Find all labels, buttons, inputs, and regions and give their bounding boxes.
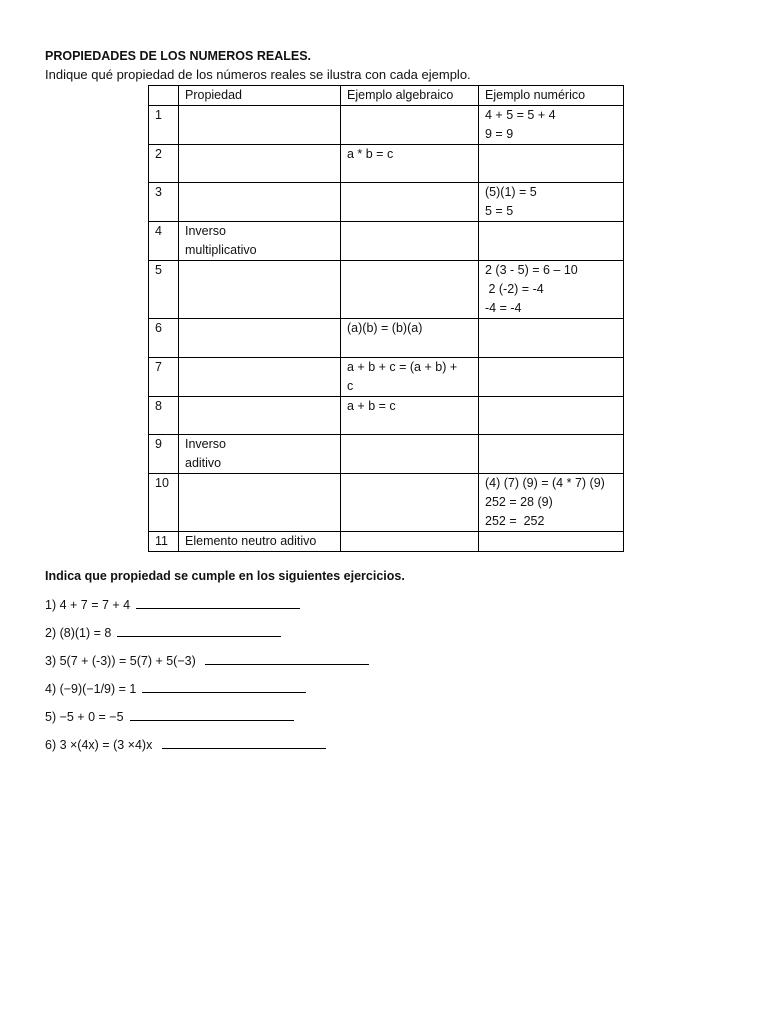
exercise-item [45, 709, 369, 737]
ejemplo-numerico-cell [479, 145, 624, 183]
answer-blank[interactable] [130, 709, 294, 721]
ejemplo-numerico-cell-line: 252 = 28 (9) [485, 495, 553, 509]
exercise-text: 6) 3 ×(4x) = (3 ×4)x [45, 738, 156, 752]
exercise-item [45, 681, 369, 709]
propiedad-cell-line: Inverso [185, 224, 226, 238]
ejemplo-numerico-cell [479, 532, 624, 552]
header-ejemplo-numerico: Ejemplo numérico [479, 86, 624, 106]
ejemplo-numerico-cell-line: 252 = 252 [485, 514, 545, 528]
ejemplo-numerico-cell [479, 358, 624, 397]
propiedad-cell [179, 106, 341, 145]
exercise-list [45, 597, 369, 765]
answer-blank[interactable] [205, 653, 369, 665]
row-number: 2 [149, 145, 179, 183]
exercise-item [45, 597, 369, 625]
exercises-title: Indica que propiedad se cumple en los siguientes ejercicios. [45, 569, 405, 583]
ejemplo-algebraico-cell-line: c [347, 379, 354, 393]
exercise-item [45, 625, 369, 653]
row-number: 11 [149, 532, 179, 552]
table-row [149, 435, 624, 474]
propiedad-cell [179, 183, 341, 222]
row-number: 10 [149, 474, 179, 532]
answer-blank[interactable] [117, 625, 281, 637]
ejemplo-algebraico-cell [341, 358, 479, 397]
propiedad-cell [179, 435, 341, 474]
table-row [149, 397, 624, 435]
row-number: 4 [149, 222, 179, 261]
ejemplo-algebraico-cell [341, 435, 479, 474]
ejemplo-numerico-cell [479, 435, 624, 474]
instructions-text: Indique qué propiedad de los números reales se ilustra con cada ejemplo. [45, 67, 471, 82]
row-number: 1 [149, 106, 179, 145]
ejemplo-numerico-cell-line: (5)(1) = 5 [485, 185, 537, 199]
propiedad-cell-line: multiplicativo [185, 243, 257, 257]
ejemplo-numerico-cell-line: 2 (-2) = -4 [485, 282, 544, 296]
ejemplo-algebraico-cell-line: a * b = c [347, 147, 394, 161]
row-number: 9 [149, 435, 179, 474]
table-row [149, 474, 624, 532]
ejemplo-numerico-cell [479, 106, 624, 145]
ejemplo-algebraico-cell [341, 106, 479, 145]
answer-blank[interactable] [142, 681, 306, 693]
propiedad-cell [179, 222, 341, 261]
propiedad-cell-line: Inverso [185, 437, 226, 451]
ejemplo-numerico-cell [479, 474, 624, 532]
propiedad-cell [179, 319, 341, 358]
ejemplo-algebraico-cell [341, 183, 479, 222]
table-row [149, 319, 624, 358]
table-row [149, 261, 624, 319]
ejemplo-algebraico-cell [341, 474, 479, 532]
page-title: PROPIEDADES DE LOS NUMEROS REALES. [45, 49, 312, 63]
ejemplo-numerico-cell-line: 2 (3 - 5) = 6 – 10 [485, 263, 578, 277]
exercise-text: 2) (8)(1) = 8 [45, 626, 112, 640]
ejemplo-algebraico-cell [341, 222, 479, 261]
ejemplo-algebraico-cell [341, 319, 479, 358]
ejemplo-numerico-cell [479, 183, 624, 222]
row-number: 6 [149, 319, 179, 358]
propiedad-cell-line: Elemento neutro aditivo [185, 534, 317, 548]
ejemplo-numerico-cell-line: -4 = -4 [485, 301, 522, 315]
propiedad-cell [179, 145, 341, 183]
propiedad-cell-line: aditivo [185, 456, 222, 470]
row-number: 5 [149, 261, 179, 319]
row-number: 8 [149, 397, 179, 435]
row-number: 3 [149, 183, 179, 222]
exercise-text: 5) −5 + 0 = −5 [45, 710, 124, 724]
propiedad-cell [179, 358, 341, 397]
row-number: 7 [149, 358, 179, 397]
exercise-text: 4) (−9)(−1/9) = 1 [45, 682, 137, 696]
exercise-item [45, 653, 369, 681]
properties-table [148, 85, 624, 552]
ejemplo-algebraico-cell [341, 397, 479, 435]
ejemplo-numerico-cell-line: 5 = 5 [485, 204, 514, 218]
ejemplo-algebraico-cell [341, 532, 479, 552]
table-row [149, 183, 624, 222]
header-number [149, 86, 179, 106]
ejemplo-numerico-cell [479, 397, 624, 435]
ejemplo-algebraico-cell-line: a + b = c [347, 399, 396, 413]
ejemplo-algebraico-cell-line: (a)(b) = (b)(a) [347, 321, 423, 335]
table-row [149, 358, 624, 397]
table-header-row [149, 86, 624, 106]
ejemplo-numerico-cell-line: 4 + 5 = 5 + 4 [485, 108, 556, 122]
ejemplo-numerico-cell-line: (4) (7) (9) = (4 * 7) (9) [485, 476, 605, 490]
propiedad-cell [179, 532, 341, 552]
table-row [149, 145, 624, 183]
ejemplo-numerico-cell-line: 9 = 9 [485, 127, 514, 141]
answer-blank[interactable] [162, 737, 326, 749]
ejemplo-algebraico-cell [341, 261, 479, 319]
propiedad-cell [179, 397, 341, 435]
table-row [149, 106, 624, 145]
propiedad-cell [179, 261, 341, 319]
exercise-text: 1) 4 + 7 = 7 + 4 [45, 598, 131, 612]
exercise-text: 3) 5(7 + (-3)) = 5(7) + 5(−3) [45, 654, 200, 668]
answer-blank[interactable] [136, 597, 300, 609]
ejemplo-numerico-cell [479, 261, 624, 319]
ejemplo-numerico-cell [479, 319, 624, 358]
header-ejemplo-algebraico: Ejemplo algebraico [341, 86, 479, 106]
ejemplo-numerico-cell [479, 222, 624, 261]
exercise-item [45, 737, 369, 765]
ejemplo-algebraico-cell [341, 145, 479, 183]
propiedad-cell [179, 474, 341, 532]
table-row [149, 532, 624, 552]
table-row [149, 222, 624, 261]
header-propiedad: Propiedad [179, 86, 341, 106]
ejemplo-algebraico-cell-line: a + b + c = (a + b) + [347, 360, 458, 374]
